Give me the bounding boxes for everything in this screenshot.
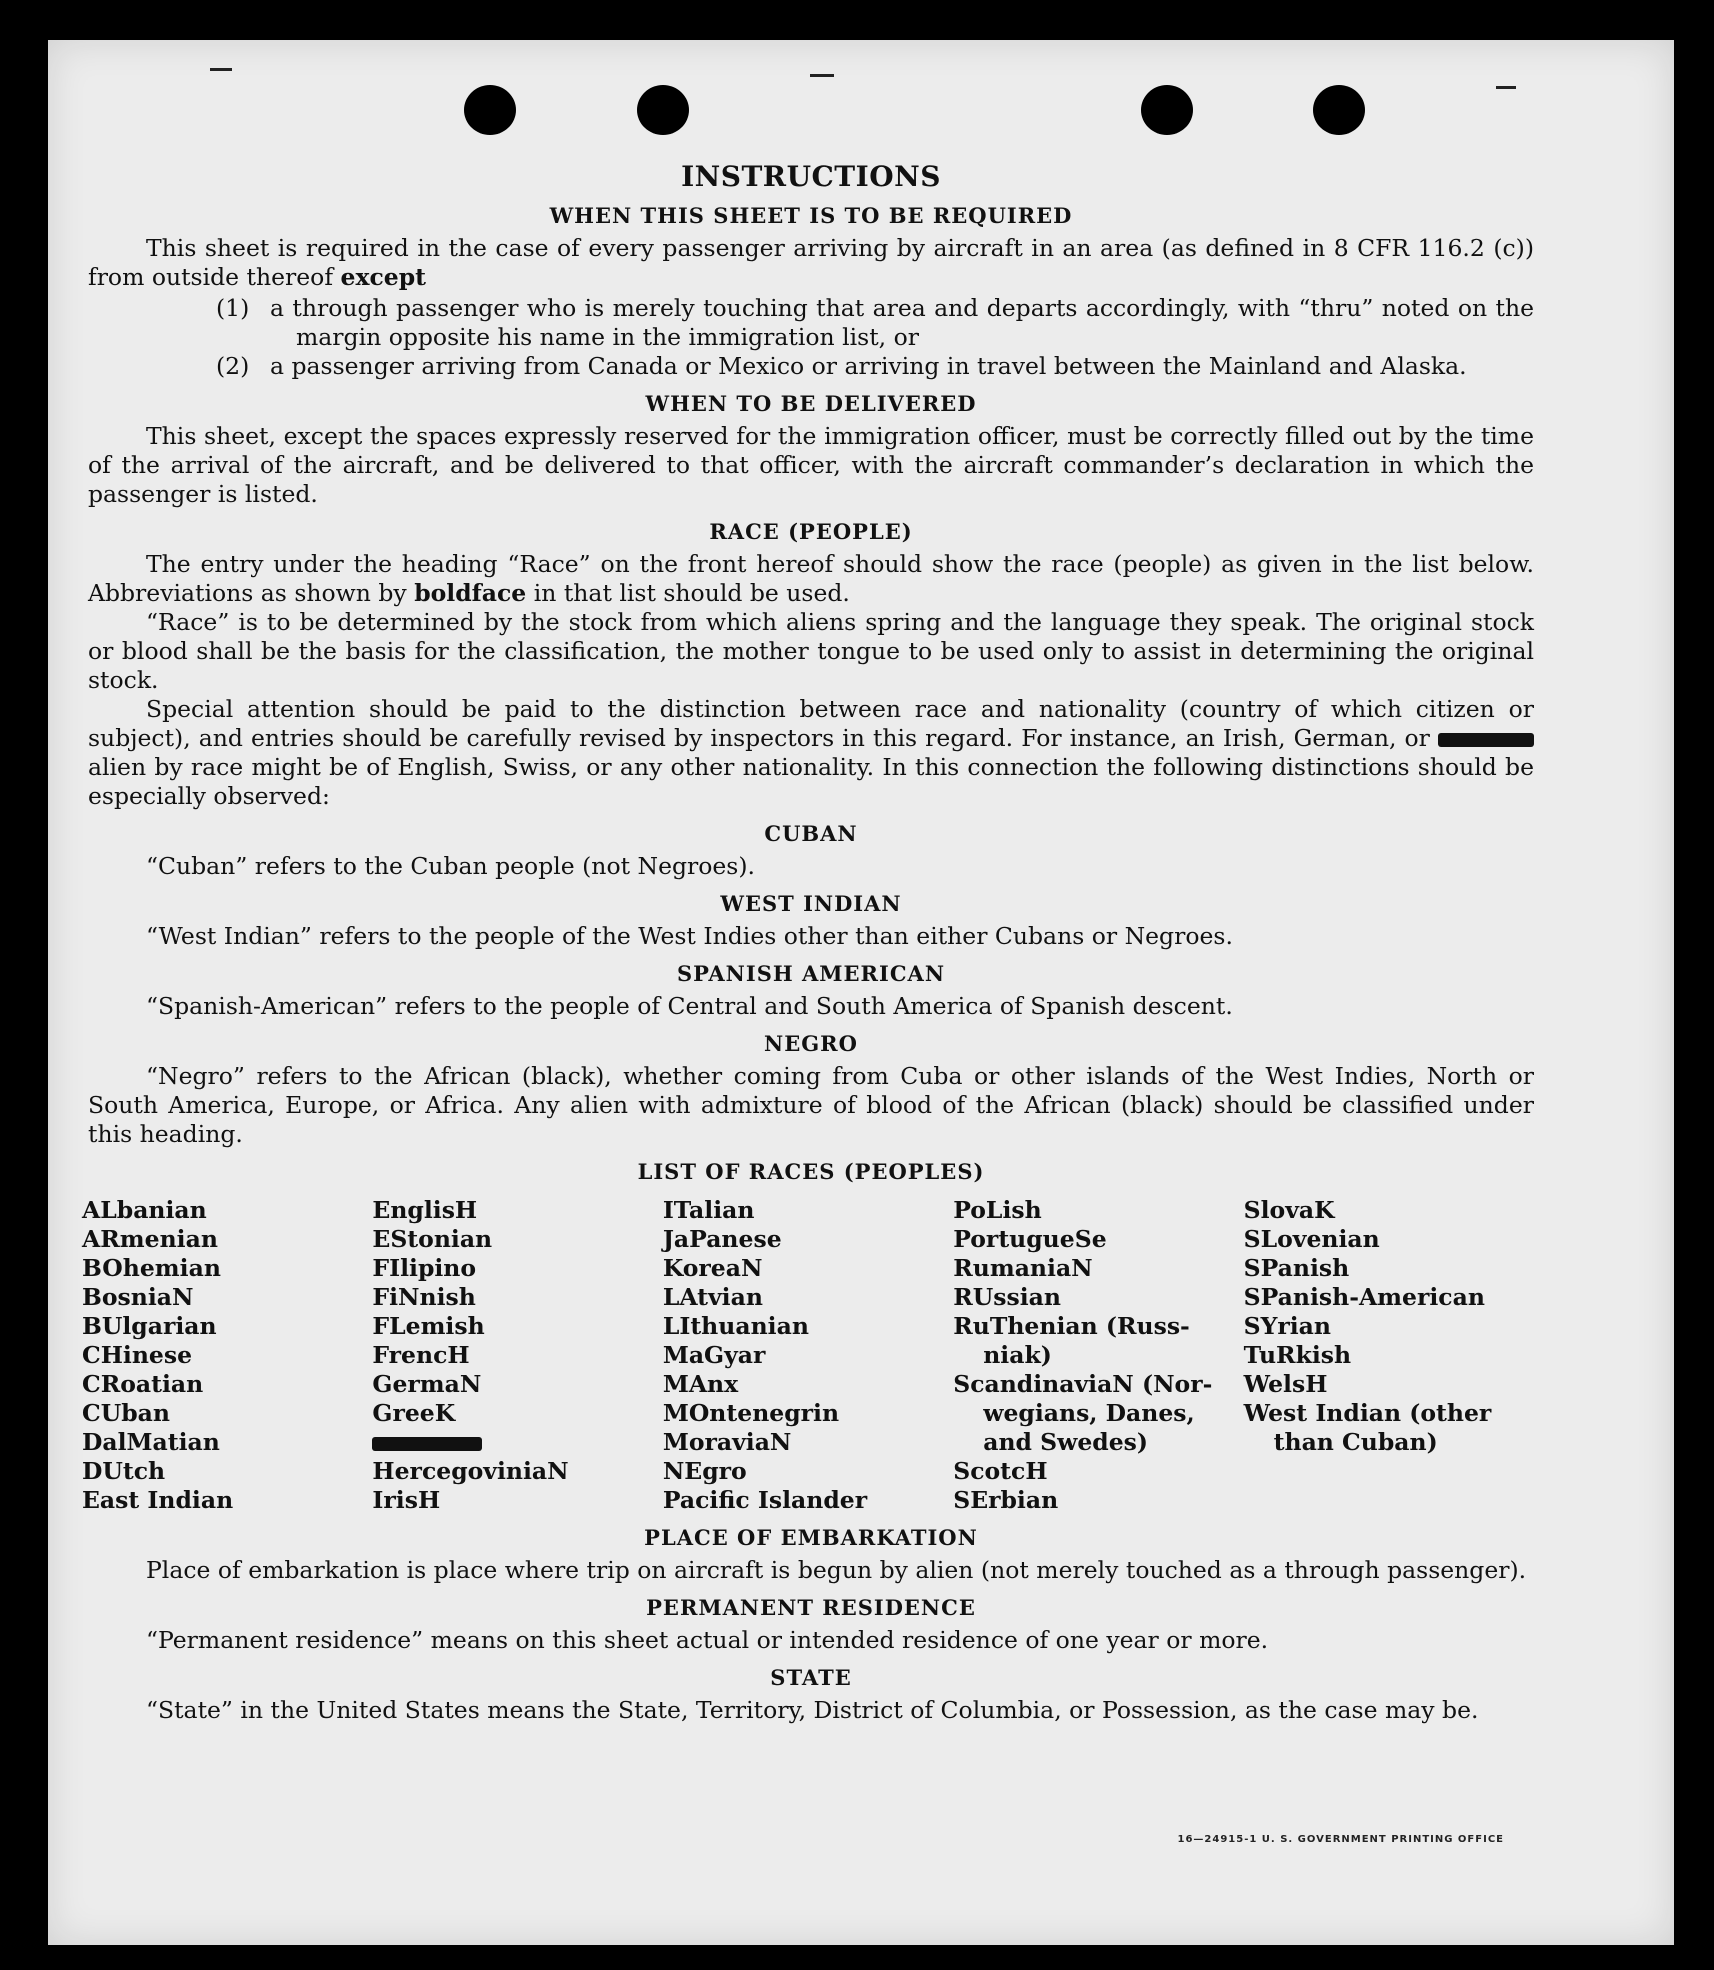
- race-column: [372, 1196, 662, 1515]
- race-item: TuRkish: [1243, 1341, 1352, 1369]
- paragraph: “Negro” refers to the African (black), whether coming from Cuba or other islands of the West Indies, North or South America, Europe, or Africa. Any alien with admixture of blood of the African (black) should be classified under this heading.: [88, 1062, 1534, 1148]
- paragraph: “Cuban” refers to the Cuban people (not Negroes).: [146, 852, 756, 880]
- section-heading: PERMANENT RESIDENCE: [646, 1595, 976, 1620]
- race-item: LIthuanian: [662, 1312, 809, 1340]
- race-item: CRoatian: [82, 1370, 204, 1398]
- instructions-body: [82, 160, 1534, 1725]
- punch-hole: [1141, 85, 1193, 135]
- race-item: GreeK: [372, 1399, 456, 1427]
- section-heading: RACE (PEOPLE): [709, 519, 913, 544]
- section-heading: LIST OF RACES (PEOPLES): [637, 1159, 985, 1184]
- race-item: WelsH: [1243, 1370, 1328, 1398]
- section-heading: WEST INDIAN: [720, 891, 902, 916]
- race-item: LAtvian: [662, 1283, 763, 1311]
- race-item: RumaniaN: [953, 1254, 1093, 1282]
- race-item: MAnx: [662, 1370, 739, 1398]
- race-item: Pacific Islander: [662, 1486, 868, 1514]
- race-item: BosniaN: [82, 1283, 194, 1311]
- race-item: MoraviaN: [662, 1428, 792, 1456]
- race-item: MaGyar: [662, 1341, 766, 1369]
- race-item: IrisH: [372, 1486, 441, 1514]
- race-item: BOhemian: [82, 1254, 221, 1282]
- race-item: BUlgarian: [82, 1312, 217, 1340]
- race-item: SLovenian: [1243, 1225, 1380, 1253]
- race-item: KoreaN: [662, 1254, 763, 1282]
- race-item: RuThenian (Russ-: [953, 1312, 1190, 1340]
- race-item: PortugueSe: [953, 1225, 1107, 1253]
- section-heading: CUBAN: [764, 821, 858, 846]
- paragraph: “State” in the United States means the State, Territory, District of Columbia, or Possession, as the case may be.: [146, 1696, 1479, 1724]
- race-column: [82, 1196, 372, 1515]
- race-item: ITalian: [662, 1196, 755, 1224]
- paragraph: Special attention should be paid to the distinction between race and nationality (country of which citizen or subject), and entries should be carefully revised by inspectors in this regard. For instance, an Irish, German, or alien by race might be of English, Swiss, or any other nationality. In this connection the following distinctions should be especially observed:: [88, 695, 1534, 810]
- race-column: [663, 1196, 953, 1515]
- race-item: EStonian: [372, 1225, 493, 1253]
- race-item: than Cuban): [1273, 1428, 1438, 1456]
- race-item-redacted: [372, 1428, 662, 1457]
- race-item: SlovaK: [1243, 1196, 1335, 1224]
- paragraph: “Race” is to be determined by the stock from which aliens spring and the language they speak. The original stock or blood shall be the basis for the classification, the mother tongue to be used only to assist in determining the original stock.: [88, 608, 1534, 694]
- paragraph: “Permanent residence” means on this sheet actual or intended residence of one year or more.: [146, 1626, 1269, 1654]
- document-sheet: [48, 40, 1674, 1945]
- race-item: HercegoviniaN: [372, 1457, 569, 1485]
- punch-hole: [1313, 85, 1365, 135]
- printer-imprint: 16—24915-1 U. S. GOVERNMENT PRINTING OFFICE: [1177, 1834, 1504, 1845]
- paragraph: “West Indian” refers to the people of the West Indies other than either Cubans or Negroes.: [146, 922, 1233, 950]
- section-heading: SPANISH AMERICAN: [676, 961, 946, 986]
- page-title: INSTRUCTIONS: [681, 160, 941, 193]
- race-item: East Indian: [82, 1486, 234, 1514]
- section-heading: WHEN THIS SHEET IS TO BE REQUIRED: [549, 203, 1073, 228]
- race-item: FIlipino: [372, 1254, 477, 1282]
- race-item: GermaN: [372, 1370, 482, 1398]
- list-item: (2) a passenger arriving from Canada or Mexico or arriving in travel between the Mainland and Alaska.: [216, 352, 1467, 380]
- scan-smudge: [810, 74, 834, 77]
- paragraph: Place of embarkation is place where trip on aircraft is begun by alien (not merely touched as a through passenger).: [146, 1556, 1527, 1584]
- section-heading: NEGRO: [764, 1031, 858, 1056]
- race-item: FrencH: [372, 1341, 470, 1369]
- race-item: SErbian: [953, 1486, 1059, 1514]
- race-item: NEgro: [662, 1457, 747, 1485]
- race-item: JaPanese: [662, 1225, 782, 1253]
- race-list: [82, 1196, 1534, 1515]
- race-item: wegians, Danes,: [983, 1399, 1195, 1427]
- race-item: SYrian: [1243, 1312, 1331, 1340]
- redaction-mark: [372, 1437, 482, 1451]
- punch-hole: [464, 85, 516, 135]
- race-item: EnglisH: [372, 1196, 478, 1224]
- race-item: and Swedes): [983, 1428, 1149, 1456]
- race-item: RUssian: [953, 1283, 1061, 1311]
- redaction-mark: [1438, 733, 1534, 747]
- race-item: DalMatian: [82, 1428, 220, 1456]
- race-item: PoLish: [953, 1196, 1042, 1224]
- exception-list: [88, 294, 1534, 381]
- race-item: SPanish-American: [1243, 1283, 1485, 1311]
- paragraph: This sheet is required in the case of every passenger arriving by aircraft in an area (as defined in 8 CFR 116.2 (c)) from outside thereof except: [88, 234, 1534, 291]
- race-item: FLemish: [372, 1312, 485, 1340]
- list-item: (1) a through passenger who is merely touching that area and departs accordingly, with “thru” noted on the margin opposite his name in the immigration list, or: [216, 294, 1534, 351]
- race-item: West Indian (other: [1243, 1399, 1492, 1427]
- race-item: ScandinaviaN (Nor-: [953, 1370, 1213, 1398]
- race-item: FiNnish: [372, 1283, 476, 1311]
- race-item: ALbanian: [82, 1196, 207, 1224]
- scan-smudge: [1496, 86, 1516, 89]
- race-item: MOntenegrin: [662, 1399, 840, 1427]
- race-item: DUtch: [82, 1457, 166, 1485]
- section-heading: PLACE OF EMBARKATION: [644, 1525, 978, 1550]
- section-heading: STATE: [770, 1665, 852, 1690]
- race-item: niak): [983, 1341, 1052, 1369]
- race-item: ScotcH: [953, 1457, 1048, 1485]
- race-item: CUban: [82, 1399, 170, 1427]
- race-item: CHinese: [82, 1341, 193, 1369]
- paragraph: This sheet, except the spaces expressly reserved for the immigration officer, must be correctly filled out by the time of the arrival of the aircraft, and be delivered to that officer, with the aircraft commander’s declaration in which the passenger is listed.: [88, 422, 1534, 508]
- paragraph: “Spanish-American” refers to the people of Central and South America of Spanish descent.: [146, 992, 1233, 1020]
- race-item: ARmenian: [82, 1225, 218, 1253]
- race-item: SPanish: [1243, 1254, 1350, 1282]
- scan-smudge: [210, 68, 232, 71]
- punch-hole: [637, 85, 689, 135]
- paragraph: The entry under the heading “Race” on the front hereof should show the race (people) as given in the list below. Abbreviations as shown by boldface in that list should be used.: [88, 550, 1534, 607]
- race-column: [953, 1196, 1243, 1515]
- race-column: [1244, 1196, 1534, 1515]
- section-heading: WHEN TO BE DELIVERED: [645, 391, 977, 416]
